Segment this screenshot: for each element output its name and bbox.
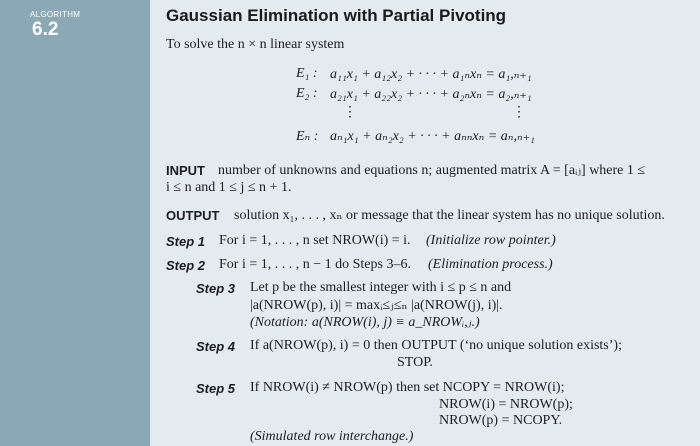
step1-text: For i = 1, . . . , n set NROW(i) = i. — [219, 233, 411, 248]
algorithm-label: ALGORITHM — [30, 10, 81, 19]
input-description-cont: i ≤ n and 1 ≤ j ≤ n + 1. — [166, 180, 292, 195]
step3-notation: (Notation: a(NROW(i), j) ≡ a_NROWᵢ,ⱼ.) — [250, 315, 480, 330]
step5-line3: NROW(p) = NCOPY. — [439, 413, 563, 428]
step3-line1: Let p be the smallest integer with i ≤ p ≤ n and — [250, 280, 512, 295]
step5-comment: (Simulated row interchange.) — [250, 429, 414, 444]
step2-label: Step 2 — [166, 258, 206, 273]
sidebar-panel — [0, 0, 150, 446]
step3-label: Step 3 — [196, 281, 236, 296]
step1-label: Step 1 — [166, 234, 206, 249]
step4-line1: If a(NROW(p), i) = 0 then OUTPUT (‘no unique solution exists’); — [250, 338, 622, 353]
output-description: solution x₁, . . . , xₙ or message that the linear system has no unique solution. — [234, 208, 665, 223]
step2-comment: (Elimination process.) — [428, 257, 553, 272]
equation-e1-label: E₁ : — [296, 66, 318, 81]
equation-e2-label: E₂ : — [296, 86, 318, 101]
input-keyword: INPUT — [166, 163, 205, 178]
intro-text: To solve the n × n linear system — [166, 37, 345, 52]
step3-line2: |a(NROW(p), i)| = maxᵢ≤ⱼ≤ₙ |a(NROW(j), i)|. — [250, 298, 503, 313]
step5-line1: If NROW(i) ≠ NROW(p) then set NCOPY = NROW(i); — [250, 380, 565, 395]
equation-e2: a₂₁x₁ + a₂₂x₂ + · · · + a₂ₙxₙ = a₂,ₙ₊₁ — [330, 87, 532, 102]
vertical-ellipsis-right: ⋮ — [512, 105, 526, 120]
equation-en: aₙ₁x₁ + aₙ₂x₂ + · · · + aₙₙxₙ = aₙ,ₙ₊₁ — [330, 129, 535, 144]
step1-comment: (Initialize row pointer.) — [426, 233, 556, 248]
step4-label: Step 4 — [196, 339, 236, 354]
equation-en-label: Eₙ : — [296, 129, 319, 144]
vertical-ellipsis-left: ⋮ — [343, 105, 357, 120]
input-description: number of unknowns and equations n; augmented matrix A = [aᵢⱼ] where 1 ≤ — [218, 163, 646, 178]
equation-e1: a₁₁x₁ + a₁₂x₂ + · · · + a₁ₙxₙ = a₁,ₙ₊₁ — [330, 67, 532, 82]
step4-line2: STOP. — [397, 355, 433, 370]
output-keyword: OUTPUT — [166, 208, 220, 223]
step2-text: For i = 1, . . . , n − 1 do Steps 3–6. — [219, 257, 411, 272]
step5-label: Step 5 — [196, 381, 236, 396]
step5-line2: NROW(i) = NROW(p); — [439, 397, 573, 412]
algorithm-number: 6.2 — [32, 19, 59, 40]
algorithm-title: Gaussian Elimination with Partial Pivoting — [166, 6, 507, 25]
